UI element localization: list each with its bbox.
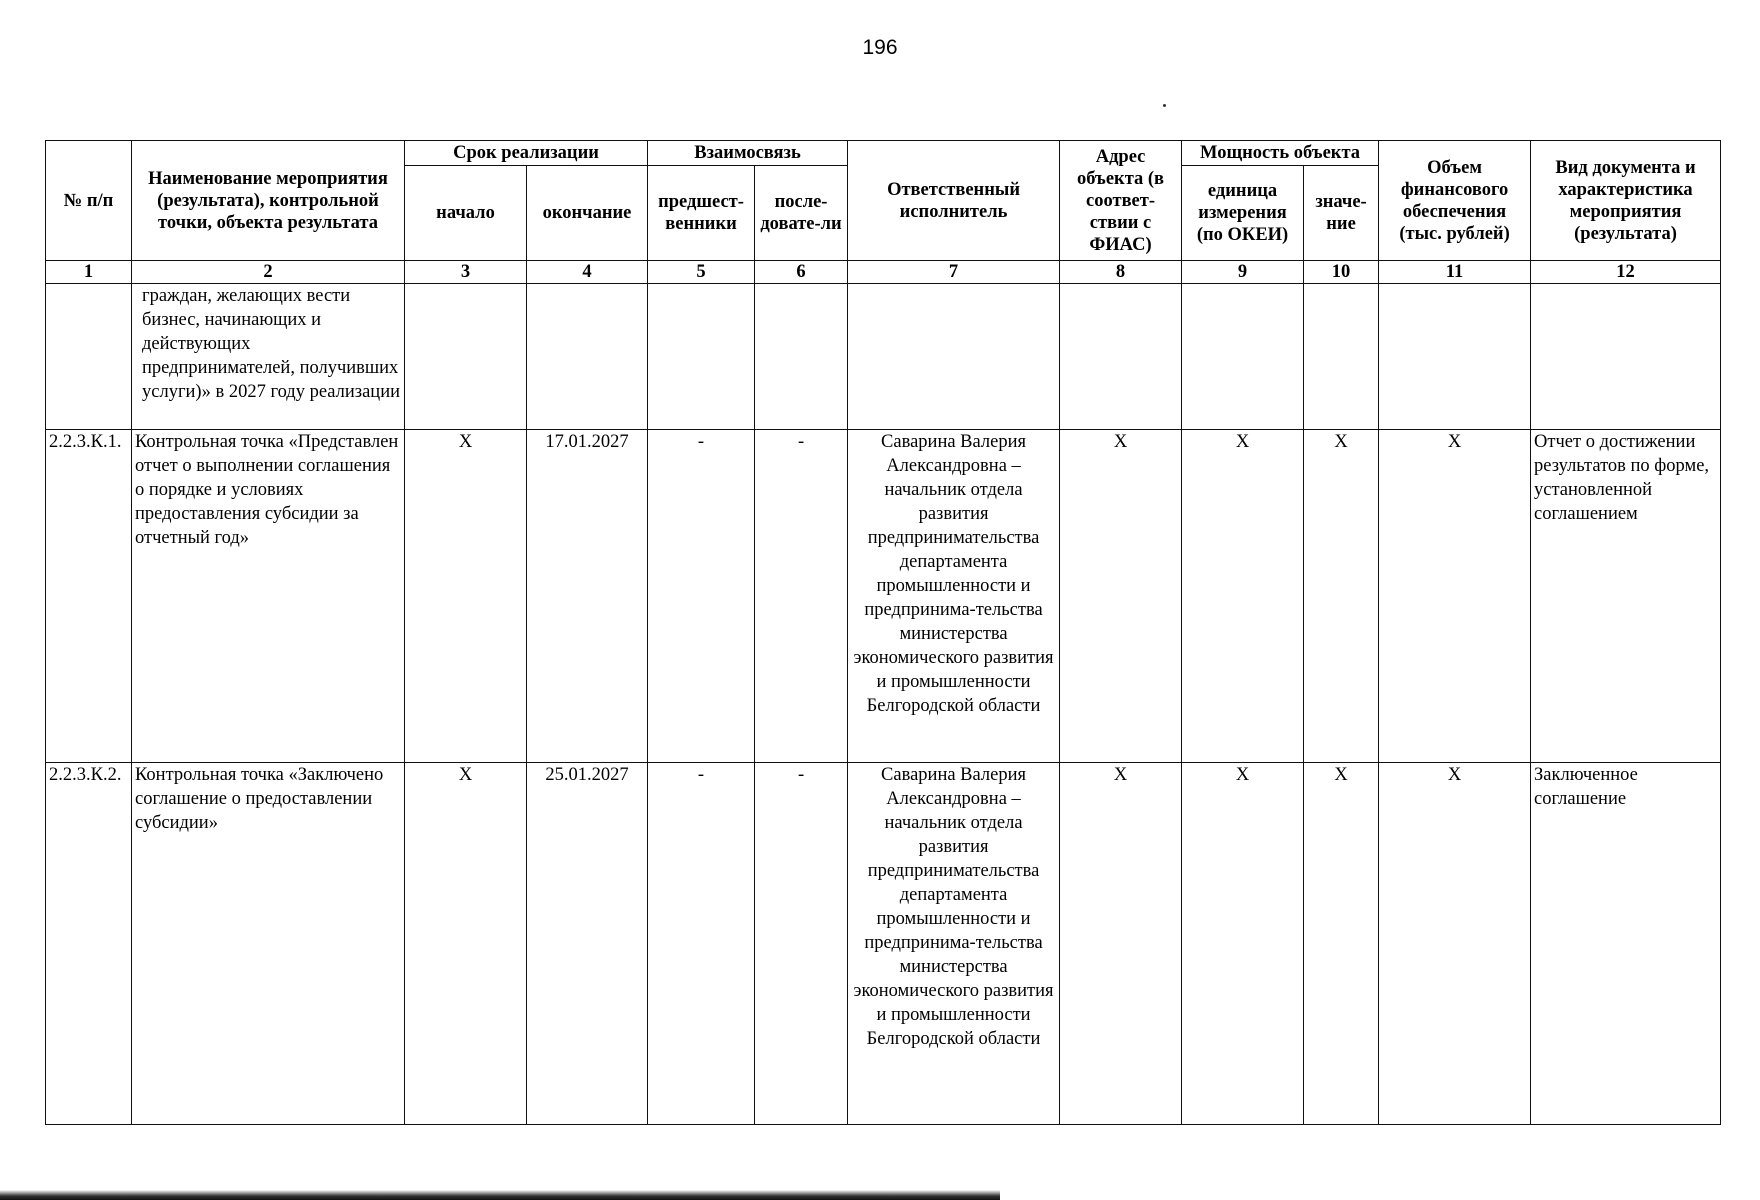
row-responsible: Саварина Валерия Александровна – начальник отдела развития предпринимательства департамента промышленности и предпринима-тельства министерства экономического развития и промышленности Белгородской области bbox=[848, 763, 1060, 1125]
column-number: 10 bbox=[1304, 261, 1379, 284]
row-successors: - bbox=[755, 430, 848, 763]
row-predecessors bbox=[648, 284, 755, 430]
header-doc-type: Вид документа и характеристика мероприятия (результата) bbox=[1531, 141, 1721, 261]
row-address bbox=[1060, 284, 1182, 430]
header-capacity-value: значе-ние bbox=[1304, 166, 1379, 261]
row-address: X bbox=[1060, 763, 1182, 1125]
header-name: Наименование мероприятия (результата), контрольной точки, объекта результата bbox=[132, 141, 405, 261]
header-link-group: Взаимосвязь bbox=[648, 141, 848, 166]
column-number: 12 bbox=[1531, 261, 1721, 284]
row-start: X bbox=[405, 763, 527, 1125]
column-number-row bbox=[46, 261, 1721, 284]
row-doc-type: Отчет о достижении результатов по форме, установленной соглашением bbox=[1531, 430, 1721, 763]
column-number: 3 bbox=[405, 261, 527, 284]
row-predecessors: - bbox=[648, 763, 755, 1125]
column-number: 4 bbox=[527, 261, 648, 284]
header-term-group: Срок реализации bbox=[405, 141, 648, 166]
header-funding: Объем финансового обеспечения (тыс. рублей) bbox=[1379, 141, 1531, 261]
row-funding: X bbox=[1379, 763, 1531, 1125]
row-value: X bbox=[1304, 430, 1379, 763]
column-number: 8 bbox=[1060, 261, 1182, 284]
header-capacity-group: Мощность объекта bbox=[1182, 141, 1379, 166]
table-row bbox=[46, 284, 1721, 430]
row-predecessors: - bbox=[648, 430, 755, 763]
row-value: X bbox=[1304, 763, 1379, 1125]
row-name: Контрольная точка «Заключено соглашение о предоставлении субсидии» bbox=[132, 763, 405, 1125]
plan-table bbox=[45, 140, 1721, 1125]
row-start bbox=[405, 284, 527, 430]
row-end bbox=[527, 284, 648, 430]
row-responsible: Саварина Валерия Александровна – начальник отдела развития предпринимательства департамента промышленности и предпринима-тельства министерства экономического развития и промышленности Белгородской области bbox=[848, 430, 1060, 763]
column-number: 11 bbox=[1379, 261, 1531, 284]
row-start: X bbox=[405, 430, 527, 763]
row-address: X bbox=[1060, 430, 1182, 763]
header-term-start: начало bbox=[405, 166, 527, 261]
header-term-end: окончание bbox=[527, 166, 648, 261]
table-row bbox=[46, 763, 1721, 1125]
row-doc-type: Заключенное соглашение bbox=[1531, 763, 1721, 1125]
row-funding bbox=[1379, 284, 1531, 430]
row-funding: X bbox=[1379, 430, 1531, 763]
row-number: 2.2.3.К.1. bbox=[46, 430, 132, 763]
scan-speck bbox=[1163, 104, 1166, 107]
page-number: 196 bbox=[862, 36, 898, 59]
column-number: 9 bbox=[1182, 261, 1304, 284]
column-number: 2 bbox=[132, 261, 405, 284]
row-value bbox=[1304, 284, 1379, 430]
column-number: 7 bbox=[848, 261, 1060, 284]
scan-edge-shadow bbox=[0, 1190, 1000, 1200]
header-link-pred: предшест-венники bbox=[648, 166, 755, 261]
row-name: Контрольная точка «Представлен отчет о выполнении соглашения о порядке и условиях предоставления субсидии за отчетный год» bbox=[132, 430, 405, 763]
header-capacity-unit: единица измерения (по ОКЕИ) bbox=[1182, 166, 1304, 261]
column-number: 5 bbox=[648, 261, 755, 284]
header-responsible: Ответственный исполнитель bbox=[848, 141, 1060, 261]
row-unit: X bbox=[1182, 763, 1304, 1125]
row-end: 25.01.2027 bbox=[527, 763, 648, 1125]
header-link-next: после-довате-ли bbox=[755, 166, 848, 261]
row-number bbox=[46, 284, 132, 430]
column-number: 6 bbox=[755, 261, 848, 284]
row-successors: - bbox=[755, 763, 848, 1125]
row-name: граждан, желающих вести бизнес, начинающих и действующих предпринимателей, получивших услуги)» в 2027 году реализации bbox=[132, 284, 405, 430]
header-row-1 bbox=[46, 141, 1721, 166]
row-end: 17.01.2027 bbox=[527, 430, 648, 763]
row-unit: X bbox=[1182, 430, 1304, 763]
row-doc-type bbox=[1531, 284, 1721, 430]
column-number: 1 bbox=[46, 261, 132, 284]
row-number: 2.2.3.К.2. bbox=[46, 763, 132, 1125]
row-responsible bbox=[848, 284, 1060, 430]
row-unit bbox=[1182, 284, 1304, 430]
header-no: № п/п bbox=[46, 141, 132, 261]
table-row bbox=[46, 430, 1721, 763]
row-successors bbox=[755, 284, 848, 430]
header-address: Адрес объекта (в соответ-ствии с ФИАС) bbox=[1060, 141, 1182, 261]
